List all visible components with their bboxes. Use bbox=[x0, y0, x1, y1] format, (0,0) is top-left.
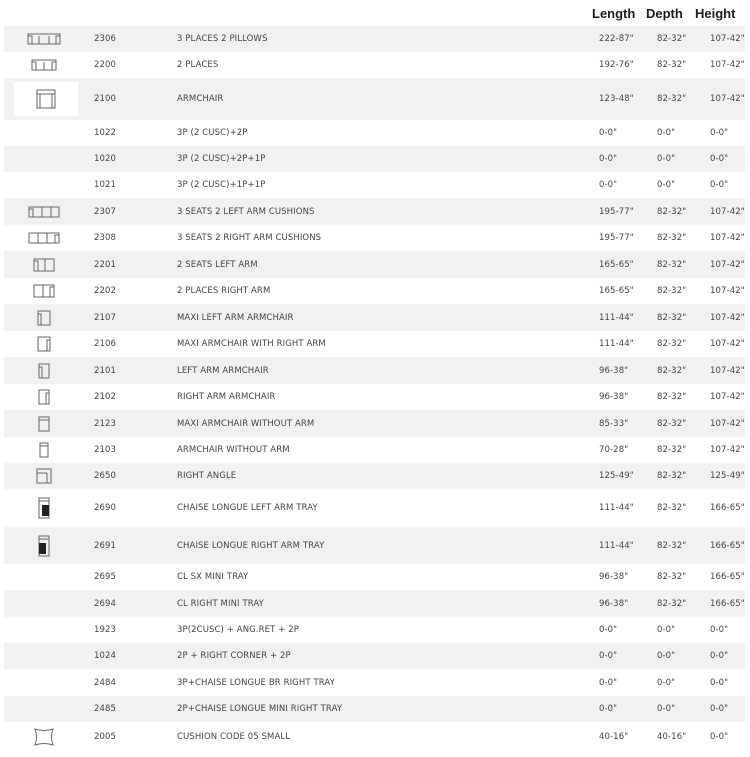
height-value: 0-0" bbox=[710, 651, 729, 661]
height-value: 0-0" bbox=[710, 154, 729, 164]
table-row bbox=[4, 489, 745, 527]
product-code: 2691 bbox=[94, 540, 117, 551]
depth-value: 82-32" bbox=[657, 471, 687, 481]
table-row bbox=[4, 304, 745, 331]
length-value: 96-38" bbox=[599, 572, 629, 582]
table-row bbox=[4, 384, 745, 410]
product-code: 1021 bbox=[94, 180, 117, 190]
product-code: 2484 bbox=[94, 677, 117, 688]
table-row bbox=[4, 26, 745, 52]
sofa-3-seats-left-arm-icon bbox=[14, 201, 74, 223]
table-row bbox=[4, 251, 745, 278]
product-description: 3 SEATS 2 RIGHT ARM CUSHIONS bbox=[177, 233, 322, 243]
product-code: 2695 bbox=[94, 572, 117, 582]
table-row bbox=[4, 410, 745, 437]
table-row bbox=[4, 357, 745, 384]
table-row bbox=[4, 331, 745, 357]
length-value: 96-38" bbox=[599, 392, 629, 402]
length-value: 0-0" bbox=[599, 625, 618, 635]
length-value: 0-0" bbox=[599, 154, 618, 164]
product-description: CUSHION CODE 05 SMALL bbox=[177, 732, 291, 742]
height-value: 107-42" bbox=[710, 233, 745, 243]
product-code: 2005 bbox=[94, 732, 117, 742]
product-code: 2202 bbox=[94, 286, 117, 296]
height-value: 107-42" bbox=[710, 34, 745, 44]
maxi-left-arm-armchair-icon bbox=[14, 307, 74, 329]
maxi-armchair-no-arm-icon bbox=[14, 413, 74, 435]
product-description: CL SX MINI TRAY bbox=[177, 572, 249, 582]
table-body bbox=[4, 26, 745, 752]
sofa-3-seats-right-arm-icon bbox=[14, 227, 74, 249]
table-row bbox=[4, 172, 745, 198]
product-description: 3 PLACES 2 PILLOWS bbox=[177, 34, 268, 44]
table-row bbox=[4, 669, 745, 696]
product-description: CHAISE LONGUE LEFT ARM TRAY bbox=[177, 503, 318, 513]
product-description: MAXI LEFT ARM ARMCHAIR bbox=[177, 312, 294, 323]
depth-value: 82-32" bbox=[657, 445, 687, 455]
height-value: 166-65" bbox=[710, 572, 745, 582]
height-header: Height bbox=[695, 6, 736, 21]
depth-value: 82-32" bbox=[657, 598, 687, 609]
depth-value: 0-0" bbox=[657, 180, 676, 190]
length-value: 165-65" bbox=[599, 286, 634, 296]
length-value: 0-0" bbox=[599, 704, 618, 714]
height-value: 107-42" bbox=[710, 60, 745, 70]
product-code: 1024 bbox=[94, 651, 117, 661]
length-value: 165-65" bbox=[599, 259, 634, 270]
depth-value: 0-0" bbox=[657, 154, 676, 164]
depth-value: 82-32" bbox=[657, 34, 687, 44]
product-code: 2200 bbox=[94, 60, 117, 70]
table-row bbox=[4, 278, 745, 304]
product-code: 2201 bbox=[94, 259, 117, 270]
sofa-2-seats-left-arm-icon bbox=[14, 254, 74, 276]
table-row bbox=[4, 617, 745, 643]
product-code: 1020 bbox=[94, 154, 117, 164]
depth-value: 82-32" bbox=[657, 312, 687, 323]
product-description: MAXI ARMCHAIR WITHOUT ARM bbox=[177, 418, 315, 429]
table-row bbox=[4, 696, 745, 722]
length-value: 70-28" bbox=[599, 445, 629, 455]
height-value: 107-42" bbox=[710, 418, 745, 429]
height-value: 0-0" bbox=[710, 625, 729, 635]
depth-value: 82-32" bbox=[657, 94, 687, 104]
depth-value: 0-0" bbox=[657, 704, 676, 714]
product-description: 2 PLACES RIGHT ARM bbox=[177, 286, 271, 296]
maxi-right-arm-armchair-icon bbox=[14, 333, 74, 355]
product-description: ARMCHAIR WITHOUT ARM bbox=[177, 445, 290, 455]
height-value: 166-65" bbox=[710, 503, 745, 513]
depth-header: Depth bbox=[646, 6, 683, 21]
table-row bbox=[4, 120, 745, 146]
table-row bbox=[4, 78, 745, 120]
length-value: 195-77" bbox=[599, 206, 634, 217]
height-value: 0-0" bbox=[710, 180, 729, 190]
product-code: 2107 bbox=[94, 312, 117, 323]
length-value: 0-0" bbox=[599, 651, 618, 661]
table-row bbox=[4, 590, 745, 617]
product-description: LEFT ARM ARMCHAIR bbox=[177, 365, 269, 376]
length-value: 96-38" bbox=[599, 365, 629, 376]
length-value: 40-16" bbox=[599, 732, 629, 742]
product-description: CHAISE LONGUE RIGHT ARM TRAY bbox=[177, 540, 325, 551]
height-value: 107-42" bbox=[710, 259, 745, 270]
product-description: 2 SEATS LEFT ARM bbox=[177, 259, 258, 270]
chaise-longue-right-tray-icon bbox=[14, 535, 74, 557]
table-row bbox=[4, 52, 745, 78]
depth-value: 82-32" bbox=[657, 540, 687, 551]
table-row bbox=[4, 437, 745, 463]
product-code: 2485 bbox=[94, 704, 117, 714]
sofa-2-places-right-arm-icon bbox=[14, 280, 74, 302]
product-description: 3P+CHAISE LONGUE BR RIGHT TRAY bbox=[177, 677, 335, 688]
right-angle-icon bbox=[14, 465, 74, 487]
length-value: 96-38" bbox=[599, 598, 629, 609]
length-value: 0-0" bbox=[599, 128, 618, 138]
table-row bbox=[4, 198, 745, 225]
product-description: 3P (2 CUSC)+2P bbox=[177, 128, 248, 138]
left-arm-armchair-icon bbox=[14, 360, 74, 382]
table-row bbox=[4, 527, 745, 564]
height-value: 107-42" bbox=[710, 392, 745, 402]
product-code: 2694 bbox=[94, 598, 117, 609]
height-value: 166-65" bbox=[710, 540, 745, 551]
product-code: 2690 bbox=[94, 503, 117, 513]
product-code: 2100 bbox=[94, 94, 117, 104]
product-description: 3 SEATS 2 LEFT ARM CUSHIONS bbox=[177, 206, 315, 217]
chaise-longue-left-tray-icon bbox=[14, 497, 74, 519]
depth-value: 82-32" bbox=[657, 365, 687, 376]
depth-value: 0-0" bbox=[657, 677, 676, 688]
product-description: RIGHT ARM ARMCHAIR bbox=[177, 392, 276, 402]
depth-value: 82-32" bbox=[657, 60, 687, 70]
height-value: 107-42" bbox=[710, 365, 745, 376]
length-value: 111-44" bbox=[599, 312, 634, 323]
sofa-3-places-icon bbox=[14, 28, 74, 50]
depth-value: 40-16" bbox=[657, 732, 687, 742]
depth-value: 82-32" bbox=[657, 286, 687, 296]
product-code: 2308 bbox=[94, 233, 117, 243]
height-value: 107-42" bbox=[710, 94, 745, 104]
length-header: Length bbox=[592, 6, 636, 21]
depth-value: 82-32" bbox=[657, 572, 687, 582]
height-value: 0-0" bbox=[710, 732, 729, 742]
product-description: 3P(2CUSC) + ANG.RET + 2P bbox=[177, 625, 299, 635]
length-value: 0-0" bbox=[599, 180, 618, 190]
armchair-no-arm-icon bbox=[14, 439, 74, 461]
product-description: 3P (2 CUSC)+1P+1P bbox=[177, 180, 266, 190]
height-value: 166-65" bbox=[710, 598, 745, 609]
length-value: 111-44" bbox=[599, 339, 634, 349]
length-value: 111-44" bbox=[599, 540, 634, 551]
length-value: 192-76" bbox=[599, 60, 634, 70]
product-code: 2103 bbox=[94, 445, 117, 455]
depth-value: 82-32" bbox=[657, 418, 687, 429]
height-value: 107-42" bbox=[710, 445, 745, 455]
cushion-icon bbox=[14, 726, 74, 748]
product-description: MAXI ARMCHAIR WITH RIGHT ARM bbox=[177, 339, 326, 349]
table-row bbox=[4, 643, 745, 669]
height-value: 107-42" bbox=[710, 286, 745, 296]
product-description: 2P+CHAISE LONGUE MINI RIGHT TRAY bbox=[177, 704, 343, 714]
depth-value: 82-32" bbox=[657, 259, 687, 270]
depth-value: 82-32" bbox=[657, 206, 687, 217]
height-value: 107-42" bbox=[710, 339, 745, 349]
table-header bbox=[0, 0, 750, 26]
product-code: 2101 bbox=[94, 365, 117, 376]
armchair-icon bbox=[14, 82, 78, 116]
height-value: 0-0" bbox=[710, 677, 729, 688]
depth-value: 82-32" bbox=[657, 339, 687, 349]
product-code: 1923 bbox=[94, 625, 117, 635]
table-row bbox=[4, 564, 745, 590]
height-value: 107-42" bbox=[710, 206, 745, 217]
height-value: 125-49" bbox=[710, 471, 745, 481]
product-code: 2123 bbox=[94, 418, 117, 429]
depth-value: 0-0" bbox=[657, 651, 676, 661]
length-value: 0-0" bbox=[599, 677, 618, 688]
length-value: 195-77" bbox=[599, 233, 634, 243]
length-value: 123-48" bbox=[599, 94, 634, 104]
product-code: 2650 bbox=[94, 471, 117, 481]
length-value: 125-49" bbox=[599, 471, 634, 481]
table-row bbox=[4, 225, 745, 251]
height-value: 0-0" bbox=[710, 704, 729, 714]
table-row bbox=[4, 722, 745, 752]
length-value: 85-33" bbox=[599, 418, 629, 429]
right-arm-armchair-icon bbox=[14, 386, 74, 408]
product-code: 1022 bbox=[94, 128, 117, 138]
depth-value: 0-0" bbox=[657, 128, 676, 138]
product-description: CL RIGHT MINI TRAY bbox=[177, 598, 264, 609]
table-row bbox=[4, 463, 745, 489]
depth-value: 82-32" bbox=[657, 392, 687, 402]
height-value: 107-42" bbox=[710, 312, 745, 323]
product-description: ARMCHAIR bbox=[177, 94, 224, 104]
product-code: 2307 bbox=[94, 206, 117, 217]
depth-value: 0-0" bbox=[657, 625, 676, 635]
product-description: 2 PLACES bbox=[177, 60, 219, 70]
sofa-2-places-icon bbox=[14, 54, 74, 76]
length-value: 111-44" bbox=[599, 503, 634, 513]
product-code: 2306 bbox=[94, 34, 117, 44]
length-value: 222-87" bbox=[599, 34, 634, 44]
depth-value: 82-32" bbox=[657, 503, 687, 513]
product-description: 2P + RIGHT CORNER + 2P bbox=[177, 651, 291, 661]
product-description: 3P (2 CUSC)+2P+1P bbox=[177, 154, 266, 164]
depth-value: 82-32" bbox=[657, 233, 687, 243]
product-code: 2102 bbox=[94, 392, 117, 402]
table-row bbox=[4, 146, 745, 172]
product-description: RIGHT ANGLE bbox=[177, 471, 237, 481]
height-value: 0-0" bbox=[710, 128, 729, 138]
product-code: 2106 bbox=[94, 339, 117, 349]
